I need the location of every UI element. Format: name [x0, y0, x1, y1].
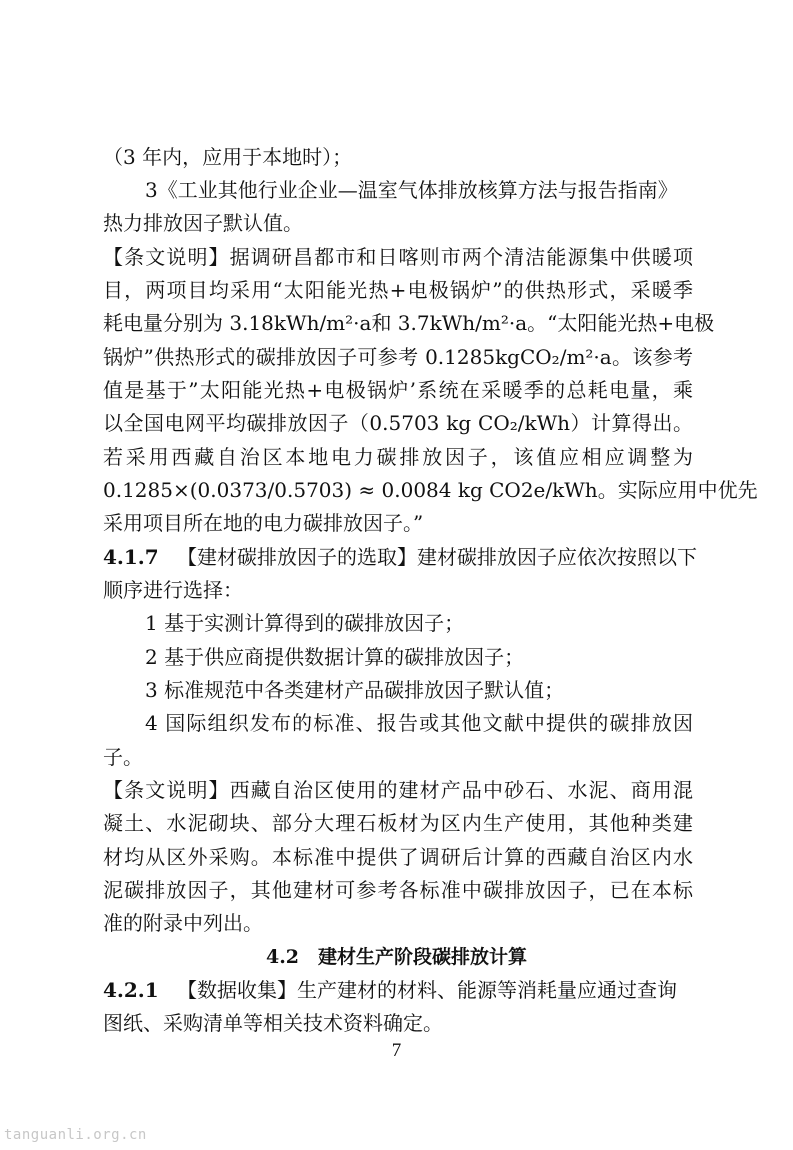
list-item: 1 基于实测计算得到的碳排放因子； — [145, 611, 465, 635]
text-line: （3 年内，应用于本地时）； — [103, 145, 353, 169]
text-line: 以全国电网平均碳排放因子（0.5703 kg CO₂/kWh）计算得出。 — [103, 411, 693, 435]
text-line: 目，两项目均采用“太阳能光热+电极锅炉”的供热形式，采暖季 — [103, 278, 693, 302]
watermark: tanguanli.org.cn — [4, 1127, 147, 1143]
clause-text: 【建材碳排放因子的选取】建材碳排放因子应依次按照以下 — [177, 545, 698, 569]
clause-4-2-1 — [103, 973, 693, 1007]
text-line: 3《工业其他行业企业—温室气体排放核算方法与报告指南》 — [145, 178, 678, 202]
list-item: 2 基于供应商提供数据计算的碳排放因子； — [145, 645, 525, 669]
text-line: 准的附录中列出。 — [103, 911, 263, 935]
text-line: 材均从区外采购。本标准中提供了调研后计算的西藏自治区内水 — [103, 845, 693, 869]
clause-number: 4.2.1 — [103, 978, 159, 1002]
text-line: 锅炉”供热形式的碳排放因子可参考 0.1285kgCO₂/m²·a。该参考 — [103, 345, 693, 369]
text-line-content: 图纸、采购清单等相关技术资料确定。 — [103, 1011, 443, 1035]
text-line: 采用项目所在地的电力碳排放因子。” — [103, 511, 424, 535]
clause-number: 4.1.7 — [103, 545, 159, 569]
clause-text: 【数据收集】生产建材的材料、能源等消耗量应通过查询 — [177, 978, 678, 1002]
page-number: 7 — [391, 1040, 402, 1061]
text-line: 值是基于”太阳能光热+电极锅炉’系统在采暖季的总耗电量，乘 — [103, 378, 693, 402]
text-line: 【条文说明】西藏自治区使用的建材产品中砂石、水泥、商用混 — [103, 778, 693, 802]
text-line: 【条文说明】据调研昌都市和日喀则市两个清洁能源集中供暖项 — [103, 245, 693, 269]
text-line: 顺序进行选择： — [103, 578, 243, 602]
section-heading: 4.2 建材生产阶段碳排放计算 — [265, 946, 528, 968]
text-line — [103, 1006, 693, 1040]
text-line: 泥碳排放因子，其他建材可参考各标准中碳排放因子，已在本标 — [103, 878, 693, 902]
text-line: 若采用西藏自治区本地电力碳排放因子，该值应相应调整为 — [103, 445, 693, 469]
list-item: 3 标准规范中各类建材产品碳排放因子默认值； — [145, 678, 565, 702]
list-item: 4 国际组织发布的标准、报告或其他文献中提供的碳排放因 — [145, 711, 693, 735]
text-line: 耗电量分别为 3.18kWh/m²·a和 3.7kWh/m²·a。“太阳能光热+电极 — [103, 311, 715, 335]
clause-4-1-7 — [103, 540, 698, 574]
text-line: 热力排放因子默认值。 — [103, 211, 303, 235]
text-line: 子。 — [103, 745, 143, 769]
text-line: 凝土、水泥砌块、部分大理石板材为区内生产使用，其他种类建 — [103, 811, 693, 835]
text-line: 0.1285×(0.0373/0.5703) ≈ 0.0084 kg CO2e/kWh。实际应用中优先 — [103, 478, 758, 502]
